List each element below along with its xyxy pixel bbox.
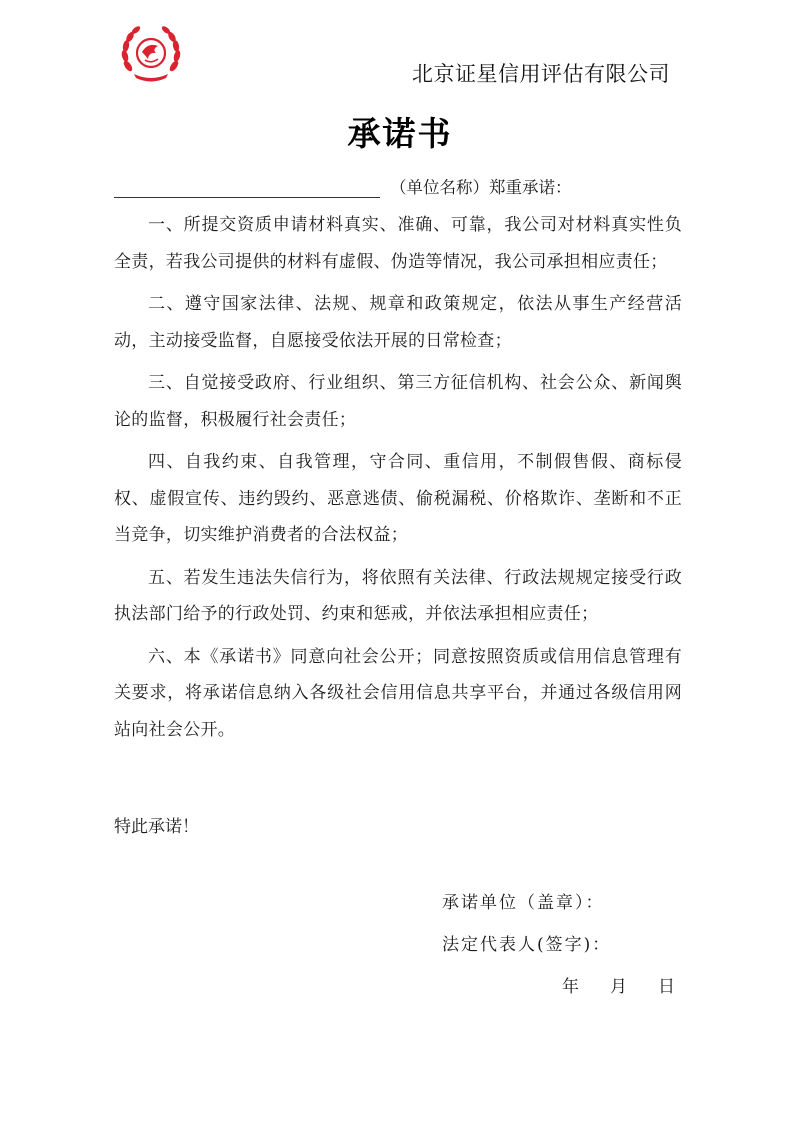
paragraph-2: 二、遵守国家法律、法规、规章和政策规定，依法从事生产经营活动，主动接受监督，自愿接受依法开展的日常检查； bbox=[114, 294, 682, 351]
paragraph-3: 三、自觉接受政府、行业组织、第三方征信机构、社会公众、新闻舆论的监督，积极履行社会责任； bbox=[114, 373, 682, 430]
paragraph-4: 四、自我约束、自我管理，守合同、重信用，不制假售假、商标侵权、虚假宣传、违约毁约、恶意逃债、偷税漏税、价格欺诈、垄断和不正当竞争，切实维护消费者的合法权益； bbox=[114, 452, 682, 545]
date-year: 年 bbox=[562, 977, 579, 997]
date-line bbox=[562, 972, 706, 997]
laurel-emblem-icon bbox=[118, 22, 184, 84]
date-day: 日 bbox=[658, 977, 675, 997]
paragraph-5: 五、若发生违法失信行为，将依照有关法律、行政法规规定接受行政执法部门给予的行政处罚、约束和惩戒，并依法承担相应责任； bbox=[114, 567, 682, 624]
paragraph-1: 一、所提交资质申请材料真实、准确、可靠，我公司对材料真实性负全责，若我公司提供的材料有虚假、伪造等情况，我公司承担相应责任； bbox=[114, 215, 682, 272]
closing-statement: 特此承诺！ bbox=[114, 817, 199, 837]
document-title: 承诺书 bbox=[347, 114, 453, 153]
salutation-text: （单位名称）郑重承诺： bbox=[390, 178, 572, 197]
date-month: 月 bbox=[610, 977, 627, 997]
commitment-body bbox=[114, 207, 682, 754]
paragraph-6: 六、本《承诺书》同意向社会公开；同意按照资质或信用信息管理有关要求，将承诺信息纳入各级社会信用信息共享平台，并通过各级信用网站向社会公开。 bbox=[114, 646, 682, 740]
salutation bbox=[114, 172, 674, 200]
unit-seal-label: 承诺单位（盖章）： bbox=[442, 893, 605, 913]
company-name: 北京证星信用评估有限公司 bbox=[412, 62, 670, 86]
legal-rep-signature-label: 法定代表人(签字)： bbox=[442, 935, 612, 955]
company-logo bbox=[118, 22, 184, 84]
unit-name-blank[interactable] bbox=[114, 197, 380, 198]
